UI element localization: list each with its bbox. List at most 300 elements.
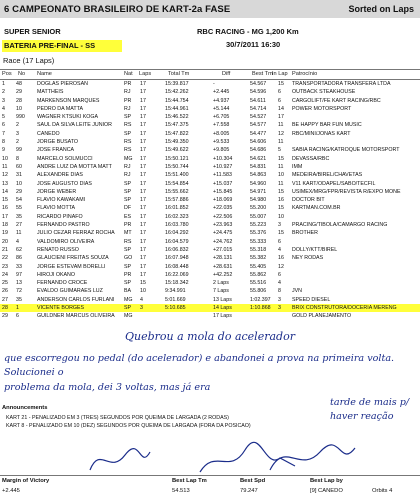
table-row (0, 138, 420, 146)
session-label: BATERIA PRE-FINAL - SS (2, 40, 122, 52)
cell-no: 54 (16, 197, 22, 204)
cell-sponsor: POWER MOTORSPORT (292, 105, 352, 112)
cell-pos: 27 (2, 296, 8, 303)
cell-laps: 3 (140, 305, 143, 312)
cell-best: 54.621 (250, 155, 267, 162)
category-label: SUPER SENIOR (4, 27, 61, 36)
table-row (0, 97, 420, 105)
cell-nat: PR (124, 81, 132, 87)
cell-nat: RJ (124, 172, 131, 179)
col-header-total: Total Tm (168, 71, 190, 77)
cell-laps: 17 (140, 81, 146, 87)
col-header-best: Best Tm (252, 71, 273, 77)
cell-inlap: 10 (278, 213, 284, 220)
cell-inlap: 8 (278, 288, 281, 295)
cell-name: ANDERSON CARLOS FURLANI (37, 296, 115, 303)
cell-laps: 17 (140, 255, 146, 262)
cell-no: 28 (16, 97, 22, 104)
cell-no: 97 (16, 271, 22, 278)
cell-laps: 17 (140, 172, 146, 179)
race-label: Race (17 Laps) (3, 56, 55, 65)
cell-pos: 24 (2, 271, 8, 278)
cell-inlap: 11 (278, 180, 284, 187)
cell-best: 55.862 (250, 271, 267, 278)
cell-pos: 12 (2, 172, 8, 179)
cell-diff: +42.252 (213, 271, 233, 278)
cell-diff: +28.131 (213, 255, 233, 262)
cell-pos: 25 (2, 280, 8, 287)
cell-name: FERNANDO CROCE (37, 280, 88, 287)
cell-best: 55.382 (250, 255, 267, 262)
cell-inlap: 5 (278, 147, 281, 154)
cell-inlap: 4 (278, 280, 281, 287)
cell-sponsor: OUTBACK STEAKHOUSE (292, 89, 356, 96)
cell-diff: +23.963 (213, 222, 233, 229)
cell-total: 15:49.622 (165, 147, 189, 154)
cell-laps: 17 (140, 213, 146, 220)
cell-no: 1 (16, 305, 19, 312)
table-row (0, 254, 420, 262)
announcements-title: Announcements (2, 405, 48, 411)
table-row (0, 155, 420, 163)
cell-name: MATTHEIS (37, 89, 64, 96)
cell-no: 60 (16, 163, 22, 170)
cell-pos: 15 (2, 197, 8, 204)
table-row (0, 163, 420, 171)
cell-name: VICENTE BORGES (37, 305, 85, 312)
cell-nat: SP (124, 114, 132, 121)
cell-pos: 11 (2, 163, 8, 170)
cell-laps: 17 (140, 105, 146, 112)
cell-nat: RS (124, 147, 132, 154)
cell-pos: 8 (2, 139, 5, 146)
table-row (0, 312, 420, 320)
cell-inlap: 17 (278, 114, 284, 121)
col-header-nat: Nat (124, 71, 133, 77)
cell-name: RICARDO PINAFO (37, 213, 83, 220)
cell-name: VALDOMIRO OLIVEIRA (37, 238, 95, 245)
cell-sponsor: JVN (292, 288, 303, 295)
cell-sponsor: TRANSPORTADORA TRANSFERA LTDA (292, 81, 391, 87)
cell-total: 15:42.262 (165, 89, 189, 96)
cell-no: 72 (16, 288, 22, 295)
cell-sponsor: USIMEX/MRG/FPR/REVISTA R/EXPO MONE (292, 188, 401, 195)
cell-no: 35 (16, 296, 22, 303)
cell-nat: RS (124, 238, 132, 245)
table-row (0, 88, 420, 96)
cell-diff: +4.937 (213, 97, 230, 104)
table-row (0, 180, 420, 188)
cell-best: 55.200 (250, 205, 267, 212)
results-table (0, 80, 420, 321)
announcement-kart8: KART 8 - PENALIZADO EM 10 (DEZ) SEGUNDOS POR QUEIMA DE LARGADA (FORA DA POSICAO) (6, 423, 251, 429)
cell-nat: SP (124, 263, 132, 270)
cell-nat: SP (124, 197, 132, 204)
cell-no: 4 (16, 238, 19, 245)
cell-total: 15:51.400 (165, 172, 189, 179)
cell-name: JOSE FRANCA (37, 147, 75, 154)
cell-sponsor: NEY RODAS (292, 255, 324, 262)
handwritten-note-line-3: problema da mola, dei 3 voltas, mas já era (4, 382, 211, 393)
table-row (0, 246, 420, 254)
cell-best: 54.596 (250, 89, 267, 96)
cell-no: 10 (16, 180, 22, 187)
cell-diff: +7.558 (213, 122, 230, 129)
table-row (0, 146, 420, 154)
table-row (0, 105, 420, 113)
cell-pos: 1 (2, 81, 5, 87)
cell-laps: 17 (140, 147, 146, 154)
cell-no: 27 (16, 222, 22, 229)
cell-no: 48 (16, 81, 22, 87)
cell-nat: SP (124, 305, 132, 312)
cell-diff: +9.805 (213, 147, 230, 154)
col-header-sponsor: Patrocínio (292, 71, 318, 77)
table-row (0, 80, 420, 88)
cell-no: 11 (16, 230, 22, 237)
cell-pos: 4 (2, 105, 5, 112)
cell-total: 5:10.685 (165, 305, 186, 312)
cell-laps: 17 (140, 89, 146, 96)
divider (0, 69, 420, 70)
cell-total: 5:01.669 (165, 296, 186, 303)
cell-name: ANDRE LUIZ DA MOTTA MATT (37, 163, 112, 170)
cell-diff: 7 Laps (213, 288, 229, 295)
cell-name: CANEDO (37, 130, 60, 137)
cell-sponsor: GOLD PLANEJAMENTO (292, 313, 352, 320)
cell-total: 15:47.375 (165, 122, 189, 129)
cell-total: 16:02.323 (165, 213, 189, 220)
cell-laps: 17 (140, 114, 146, 121)
cell-pos: 23 (2, 263, 8, 270)
cell-name: GLAUCIENI FREITAS SOUZA (37, 255, 109, 262)
cell-no: 55 (16, 205, 22, 212)
cell-inlap: 15 (278, 81, 284, 87)
cell-diff: +24.475 (213, 230, 233, 237)
col-header-pos: Pos (2, 71, 12, 77)
cell-laps: 17 (140, 139, 146, 146)
cell-name: MARKENSON MARQUES (37, 97, 100, 104)
cell-diff: +5.144 (213, 105, 230, 112)
cell-sponsor: BROTHER (292, 230, 318, 237)
cell-total: 9:34.991 (165, 288, 186, 295)
cell-nat: RS (124, 122, 132, 129)
cell-laps: 17 (140, 263, 146, 270)
cell-no: 2 (16, 139, 19, 146)
cell-diff: +24.762 (213, 238, 233, 245)
cell-total: 16:06.832 (165, 246, 189, 253)
best-lap-tm-label: Best Lap Tm (172, 478, 207, 484)
cell-no: 62 (16, 246, 22, 253)
table-row (0, 188, 420, 196)
cell-total: 15:57.886 (165, 197, 189, 204)
cell-pos: 18 (2, 222, 8, 229)
cell-name: WAGNER KTSUKI KOGA (37, 114, 99, 121)
cell-no: 86 (16, 255, 22, 262)
cell-laps: 17 (140, 238, 146, 245)
cell-pos: 16 (2, 205, 8, 212)
table-row (0, 113, 420, 121)
cell-best: 54.567 (250, 81, 267, 87)
cell-sponsor: PRACING/TIBOLA/CAMARGO RACING (292, 222, 388, 229)
cell-inlap: 6 (278, 89, 281, 96)
cell-best: 54.960 (250, 180, 267, 187)
table-row (0, 121, 420, 129)
cell-total: 15:44.754 (165, 97, 189, 104)
cell-pos: 28 (2, 305, 8, 312)
cell-best: 55.516 (250, 280, 267, 287)
best-spd-label: Best Spd (240, 478, 266, 484)
cell-diff: +9.533 (213, 139, 230, 146)
cell-laps: 17 (140, 222, 146, 229)
cell-total: 15:47.822 (165, 130, 189, 137)
cell-best: 55.376 (250, 230, 267, 237)
cell-laps: 17 (140, 163, 146, 170)
cell-sponsor: KARTMAN.COM.BR (292, 205, 341, 212)
cell-no: 10 (16, 105, 22, 112)
handwritten-note-line-4: tarde de mais p/ haver reação (330, 397, 410, 422)
table-row (0, 287, 420, 295)
cell-pos: 26 (2, 288, 8, 295)
cell-name: FERNANDO PASTRO (37, 222, 90, 229)
cell-no: 29 (16, 188, 22, 195)
table-row (0, 263, 420, 271)
divider (0, 475, 420, 476)
cell-sponsor: BE HAPPY BAR FUN MUSIC (292, 122, 362, 129)
cell-sponsor: MEDEIRA/BIREL/CHAVETAS (292, 172, 363, 179)
cell-nat: MT (124, 230, 132, 237)
cell-total: 15:50.744 (165, 163, 189, 170)
cell-nat: GO (124, 255, 133, 262)
cell-pos: 20 (2, 238, 8, 245)
table-row (0, 204, 420, 212)
cell-total: 15:55.662 (165, 188, 189, 195)
cell-laps: 17 (140, 197, 146, 204)
table-row (0, 238, 420, 246)
cell-best: 54.831 (250, 163, 267, 170)
cell-no: 31 (16, 172, 22, 179)
col-header-diff: Diff (222, 71, 231, 77)
handwritten-note-line-2: que escorregou no pedal (do acelerador) e abandonei a prova na primeira volta. Solucionei o (4, 353, 395, 378)
cell-name: GUILDNER MARCUS OLIVEIRA (37, 313, 115, 320)
cell-name: DOGLAS PIEROSAN (37, 81, 88, 87)
cell-nat: MG (124, 313, 133, 320)
cell-diff: - (213, 81, 215, 87)
cell-no: 3 (16, 130, 19, 137)
cell-inlap: 3 (278, 222, 281, 229)
cell-total: 15:54.854 (165, 180, 189, 187)
cell-diff: +28.631 (213, 263, 233, 270)
cell-pos: 19 (2, 230, 8, 237)
cell-laps: 4 (140, 296, 143, 303)
cell-nat: SP (124, 130, 132, 137)
cell-nat: SP (124, 246, 132, 253)
cell-best: 54.971 (250, 188, 267, 195)
cell-inlap: 4 (278, 246, 281, 253)
cell-best: 54.863 (250, 172, 267, 179)
cell-best: 55.806 (250, 288, 267, 295)
table-row (0, 279, 420, 287)
cell-inlap: 11 (278, 122, 284, 129)
cell-inlap: 15 (278, 155, 284, 162)
cell-diff: +10.927 (213, 163, 233, 170)
cell-name: JORGE BUSATO (37, 139, 79, 146)
cell-pos: 14 (2, 188, 8, 195)
cell-total: 16:01.852 (165, 205, 189, 212)
cell-diff: +22.506 (213, 213, 233, 220)
cell-diff: +27.015 (213, 246, 233, 253)
cell-laps: 17 (140, 180, 146, 187)
cell-inlap: 6 (278, 97, 281, 104)
cell-diff: +15.845 (213, 188, 233, 195)
cell-sponsor: DOLLY/KTT/BIREL (292, 246, 338, 253)
cell-best: 54.527 (250, 114, 267, 121)
cell-inlap: 15 (278, 188, 284, 195)
cell-nat: MG (124, 155, 133, 162)
cell-best: 1:10.868 (250, 305, 271, 312)
cell-pos: 3 (2, 97, 5, 104)
cell-total: 15:50.121 (165, 155, 189, 162)
cell-name: JORGE WEBER (37, 188, 77, 195)
cell-diff: +22.035 (213, 205, 233, 212)
cell-sponsor: V11 KART/ODAPEL/SABO/TECFIL (292, 180, 376, 187)
cell-nat: SP (124, 188, 132, 195)
cell-name: JORGE ESTEVAM BORELLI (37, 263, 106, 270)
table-row (0, 196, 420, 204)
cell-inlap: 16 (278, 255, 284, 262)
cell-laps: 17 (140, 97, 146, 104)
cell-inlap: 11 (278, 163, 284, 170)
cell-best: 54.477 (250, 130, 267, 137)
cell-no: 29 (16, 89, 22, 96)
cell-nat: RS (124, 139, 132, 146)
cell-total: 16:04.579 (165, 238, 189, 245)
table-row (0, 171, 420, 179)
best-lap-tm-value: 54.513 (172, 488, 190, 494)
cell-total: 16:08.448 (165, 263, 189, 270)
cell-total: 16:07.948 (165, 255, 189, 262)
sort-indicator: Sorted on Laps (348, 4, 414, 14)
cell-name: EVALDO GUIMARAES LUZ (37, 288, 103, 295)
cell-total: 15:39.817 (165, 81, 189, 87)
cell-name: MARCELO SOLMUCCI (37, 155, 93, 162)
cell-sponsor: SPEED DIESEL (292, 296, 331, 303)
cell-no: 990 (16, 114, 25, 121)
cell-total: 16:22.069 (165, 271, 189, 278)
cell-total: 16:04.292 (165, 230, 189, 237)
table-row (0, 221, 420, 229)
cell-best: 54.606 (250, 139, 267, 146)
cell-pos: 6 (2, 122, 5, 129)
cell-laps: 17 (140, 205, 146, 212)
orbits-label: Orbits 4 (372, 488, 393, 494)
cell-laps: 17 (140, 130, 146, 137)
cell-no: 33 (16, 263, 22, 270)
cell-name: HIROJI OKANO (37, 271, 75, 278)
cell-pos: 21 (2, 246, 8, 253)
cell-name: PEDRO DA MATTA (37, 105, 84, 112)
cell-no: 6 (16, 313, 19, 320)
cell-name: FLAVIO KAWAKAMI (37, 197, 86, 204)
cell-nat: ES (124, 213, 132, 220)
cell-laps: 17 (140, 271, 146, 278)
cell-pos: 17 (2, 213, 8, 220)
track-label: RBC RACING - MG 1,200 Km (197, 27, 299, 36)
cell-inlap: 12 (278, 263, 284, 270)
cell-pos: 29 (2, 313, 8, 320)
table-row (0, 130, 420, 138)
col-header-no: No (18, 71, 26, 77)
cell-laps: 17 (140, 122, 146, 129)
cell-total: 15:46.522 (165, 114, 189, 121)
cell-total: 15:44.961 (165, 105, 189, 112)
cell-sponsor: DOCTOR BIT (292, 197, 325, 204)
cell-name: SAUL DA SILVA LEITE JUNIOR (37, 122, 112, 129)
cell-total: 15:49.350 (165, 139, 189, 146)
cell-pos: 5 (2, 114, 5, 121)
table-row (0, 271, 420, 279)
cell-laps: 17 (140, 155, 146, 162)
cell-nat: RJ (124, 163, 131, 170)
cell-inlap: 6 (278, 271, 281, 278)
cell-inlap: 15 (278, 205, 284, 212)
cell-best: 55.223 (250, 222, 267, 229)
cell-diff: +10.304 (213, 155, 233, 162)
table-row (0, 213, 420, 221)
cell-best: 54.611 (250, 97, 266, 104)
cell-pos: 22 (2, 255, 8, 262)
margin-of-victory-label: Margin of Victory (2, 478, 50, 484)
cell-nat: PR (124, 271, 132, 278)
table-row (0, 296, 420, 304)
cell-sponsor: RBC/MINI/JONAS KART (292, 130, 351, 137)
table-row (0, 229, 420, 237)
cell-best: 54.714 (250, 105, 267, 112)
cell-laps: 15 (140, 280, 146, 287)
cell-laps: 17 (140, 246, 146, 253)
cell-name: JOSE AUGUSTO DIAS (37, 180, 92, 187)
cell-pos: 2 (2, 89, 5, 96)
cell-no: 13 (16, 280, 22, 287)
cell-diff: +2.445 (213, 89, 230, 96)
cell-pos: 7 (2, 130, 5, 137)
cell-diff: 17 Laps (213, 313, 232, 320)
cell-best: 55.333 (250, 238, 267, 245)
cell-name: FLAVIO MOTTA (37, 205, 76, 212)
championship-title: 6 CAMPEONATO BRASILEIRO DE KART-2a FASE (4, 4, 231, 15)
cell-name: JULIO CEZAR FERRAZ ROCHA (37, 230, 115, 237)
cell-inlap: 15 (278, 230, 284, 237)
cell-best: 54.686 (250, 147, 267, 154)
cell-pos: 10 (2, 155, 8, 162)
cell-pos: 9 (2, 147, 5, 154)
cell-laps: 17 (140, 188, 146, 195)
cell-nat: SP (124, 180, 132, 187)
cell-best: 54.980 (250, 197, 267, 204)
signatures-graphic (80, 440, 410, 480)
cell-nat: SP (124, 280, 132, 287)
cell-no: 35 (16, 213, 22, 220)
cell-nat: RJ (124, 89, 131, 96)
cell-sponsor: BRIX CONSTRUTORA/DOCERIA MERENG (292, 305, 397, 312)
cell-diff: +8.005 (213, 130, 230, 137)
cell-best: 1:02.397 (250, 296, 271, 303)
cell-name: ALEXANDRE DIAS (37, 172, 83, 179)
cell-diff: +6.705 (213, 114, 230, 121)
col-header-name: Name (37, 71, 52, 77)
best-spd-value: 79.247 (240, 488, 258, 494)
cell-inlap: 10 (278, 172, 284, 179)
